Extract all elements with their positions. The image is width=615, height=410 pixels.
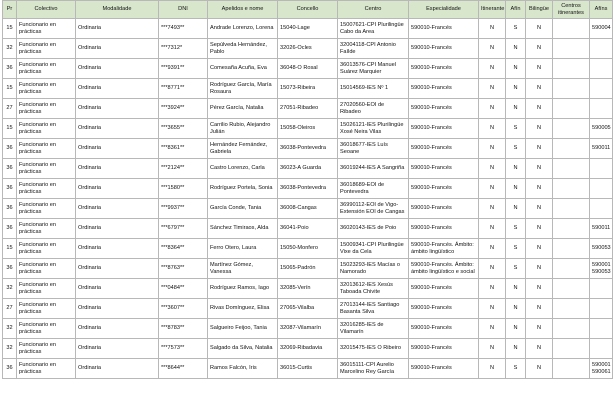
cell-pr: 36 [3,259,17,279]
cell-centro: 36018689-EOI de Pontevedra [338,179,409,199]
table-row [3,239,613,259]
cell-nome: Rodríguez Portela, Sonia [208,179,278,199]
cell-especialidade: 590010-Francés [409,359,479,379]
cell-afin: S [506,239,526,259]
cell-nome: Sepúlveda Hernández, Pablo [208,39,278,59]
cell-centros-itinerantes [553,319,590,339]
cell-concello: 36038-Pontevedra [278,139,338,159]
cell-afin: N [506,79,526,99]
cell-concello: 27051-Ribadeo [278,99,338,119]
cell-nome: Castro Lorenzo, Carla [208,159,278,179]
header-afin: Afín [506,1,526,19]
cell-bilingue: N [526,199,553,219]
cell-centro: 27020560-EOI de Ribadeo [338,99,409,119]
table-row [3,139,613,159]
cell-centro: 36020143-IES de Poio [338,219,409,239]
cell-pr: 15 [3,19,17,39]
cell-afin: S [506,359,526,379]
cell-modalidade: Ordinaria [76,99,159,119]
cell-centro: 15023293-IES Macías o Namorado [338,259,409,279]
cell-dni: ***9391** [159,59,208,79]
cell-dni: ***8361** [159,139,208,159]
cell-pr: 15 [3,239,17,259]
cell-centros-itinerantes [553,99,590,119]
cell-bilingue: N [526,139,553,159]
cell-afins: 590004 [590,19,613,39]
cell-centro: 36015111-CPI Aurelio Marcelino Rey García [338,359,409,379]
cell-centro: 15007621-CPI Plurilingüe Cabo da Area [338,19,409,39]
cell-afins: 590001 590053 [590,259,613,279]
cell-afin: S [506,139,526,159]
cell-centro: 27013144-IES Santiago Basanta Silva [338,299,409,319]
cell-nome: García Conde, Tania [208,199,278,219]
cell-pr: 15 [3,119,17,139]
cell-itinerante: N [479,339,506,359]
cell-nome: Pérez García, Natalia [208,99,278,119]
cell-dni: ***2124** [159,159,208,179]
header-colectivo: Colectivo [17,1,76,19]
cell-afin: N [506,319,526,339]
cell-dni: ***7312* [159,39,208,59]
table-row [3,59,613,79]
cell-colectivo: Funcionario en prácticas [17,139,76,159]
cell-colectivo: Funcionario en prácticas [17,79,76,99]
table-row [3,219,613,239]
header-itinerante: Itinerante [479,1,506,19]
cell-colectivo: Funcionario en prácticas [17,239,76,259]
header-centro: Centro [338,1,409,19]
header-pr: Pr [3,1,17,19]
cell-centros-itinerantes [553,19,590,39]
cell-colectivo: Funcionario en prácticas [17,179,76,199]
cell-nome: Hernández Fernández, Gabriela [208,139,278,159]
cell-dni: ***7573** [159,339,208,359]
cell-centro: 36990112-EOI de Vigo-Extensión EOI de Cangas [338,199,409,219]
cell-pr: 32 [3,39,17,59]
cell-bilingue: N [526,299,553,319]
table-row [3,159,613,179]
cell-centros-itinerantes [553,119,590,139]
cell-itinerante: N [479,259,506,279]
cell-modalidade: Ordinaria [76,119,159,139]
cell-afins [590,39,613,59]
cell-concello: 27065-Vilalba [278,299,338,319]
cell-centro: 15026121-IES Plurilingüe Xosé Neira Vilas [338,119,409,139]
cell-modalidade: Ordinaria [76,319,159,339]
cell-centros-itinerantes [553,39,590,59]
cell-nome: Martínez Gómez, Vanessa [208,259,278,279]
cell-centros-itinerantes [553,339,590,359]
cell-colectivo: Funcionario en prácticas [17,39,76,59]
assignments-table [2,0,613,379]
cell-especialidade: 590010-Francés [409,119,479,139]
cell-afins: 590001 590061 [590,359,613,379]
cell-dni: ***6797** [159,219,208,239]
cell-bilingue: N [526,359,553,379]
cell-modalidade: Ordinaria [76,179,159,199]
cell-bilingue: N [526,79,553,99]
cell-colectivo: Funcionario en prácticas [17,99,76,119]
cell-itinerante: N [479,99,506,119]
cell-especialidade: 590010-Francés [409,179,479,199]
cell-afins [590,279,613,299]
cell-concello: 32087-Vilamarín [278,319,338,339]
cell-bilingue: N [526,179,553,199]
cell-itinerante: N [479,79,506,99]
cell-especialidade: 590010-Francés [409,59,479,79]
cell-colectivo: Funcionario en prácticas [17,219,76,239]
cell-concello: 36041-Poio [278,219,338,239]
cell-bilingue: N [526,39,553,59]
cell-bilingue: N [526,119,553,139]
cell-nome: Sánchez Timiraos, Alda [208,219,278,239]
header-centros-itinerantes: Centros itinerantes [553,1,590,19]
cell-afin: N [506,299,526,319]
cell-especialidade: 590010-Francés [409,19,479,39]
cell-centro: 32004118-CPI Antonio Faílde [338,39,409,59]
cell-bilingue: N [526,319,553,339]
cell-concello: 15058-Oleiros [278,119,338,139]
table-row [3,179,613,199]
cell-centro: 36018677-IES Luís Seoane [338,139,409,159]
cell-centro: 32016285-IES de Vilamarín [338,319,409,339]
cell-itinerante: N [479,39,506,59]
cell-afin: S [506,259,526,279]
cell-especialidade: 590010-Francés [409,139,479,159]
cell-dni: ***1580** [159,179,208,199]
cell-dni: ***8763** [159,259,208,279]
cell-pr: 36 [3,159,17,179]
cell-dni: ***0484** [159,279,208,299]
cell-bilingue: N [526,239,553,259]
cell-especialidade: 590010-Francés [409,99,479,119]
cell-afin: N [506,159,526,179]
table-row [3,279,613,299]
cell-afins [590,179,613,199]
cell-centro: 32013612-IES Xesús Taboada Chivite [338,279,409,299]
cell-pr: 32 [3,279,17,299]
cell-bilingue: N [526,99,553,119]
cell-afin: N [506,339,526,359]
cell-itinerante: N [479,299,506,319]
cell-dni: ***8364** [159,239,208,259]
cell-nome: Ramos Falcón, Iris [208,359,278,379]
cell-modalidade: Ordinaria [76,239,159,259]
cell-afin: N [506,279,526,299]
cell-afins [590,199,613,219]
cell-afins [590,319,613,339]
cell-afins: 590005 [590,119,613,139]
cell-pr: 27 [3,99,17,119]
cell-modalidade: Ordinaria [76,159,159,179]
cell-afins [590,299,613,319]
cell-itinerante: N [479,59,506,79]
cell-nome: Rodríguez Ramos, Iago [208,279,278,299]
table-row [3,79,613,99]
cell-nome: Ferro Otero, Laura [208,239,278,259]
cell-afin: N [506,39,526,59]
cell-modalidade: Ordinaria [76,39,159,59]
cell-centros-itinerantes [553,199,590,219]
cell-dni: ***9937** [159,199,208,219]
header-modalidade: Modalidade [76,1,159,19]
table-row [3,359,613,379]
cell-concello: 36048-O Rosal [278,59,338,79]
table-row [3,99,613,119]
cell-nome: Rodríguez García, María Rosaura [208,79,278,99]
cell-especialidade: 590010-Francés [409,339,479,359]
cell-afins: 590053 [590,239,613,259]
cell-modalidade: Ordinaria [76,79,159,99]
cell-nome: Comesaña Acuña, Eva [208,59,278,79]
cell-concello: 36038-Pontevedra [278,179,338,199]
header-concello: Concello [278,1,338,19]
cell-itinerante: N [479,179,506,199]
cell-afin: N [506,199,526,219]
table-row [3,259,613,279]
cell-modalidade: Ordinaria [76,219,159,239]
cell-especialidade: 590010-Francés [409,159,479,179]
cell-afins [590,59,613,79]
cell-itinerante: N [479,119,506,139]
cell-pr: 36 [3,139,17,159]
cell-itinerante: N [479,199,506,219]
cell-afins [590,339,613,359]
header-row [3,1,613,19]
cell-centro: 15014569-IES Nº 1 [338,79,409,99]
cell-colectivo: Funcionario en prácticas [17,119,76,139]
cell-concello: 32069-Ribadavia [278,339,338,359]
cell-itinerante: N [479,239,506,259]
cell-pr: 36 [3,359,17,379]
cell-modalidade: Ordinaria [76,19,159,39]
cell-nome: Andrade Lorenzo, Lorena [208,19,278,39]
cell-centros-itinerantes [553,259,590,279]
cell-centros-itinerantes [553,359,590,379]
cell-afins [590,79,613,99]
cell-afin: N [506,99,526,119]
cell-especialidade: 590010-Francés [409,79,479,99]
cell-concello: 36015-Curtis [278,359,338,379]
cell-afin: N [506,179,526,199]
cell-colectivo: Funcionario en prácticas [17,319,76,339]
cell-itinerante: N [479,359,506,379]
cell-afins: 590011 [590,139,613,159]
cell-colectivo: Funcionario en prácticas [17,259,76,279]
cell-modalidade: Ordinaria [76,279,159,299]
cell-colectivo: Funcionario en prácticas [17,279,76,299]
cell-bilingue: N [526,219,553,239]
cell-afins [590,159,613,179]
cell-dni: ***3607** [159,299,208,319]
cell-modalidade: Ordinaria [76,199,159,219]
cell-concello: 15050-Monfero [278,239,338,259]
cell-centro: 36013576-CPI Manuel Suárez Marquier [338,59,409,79]
table-row [3,19,613,39]
cell-centros-itinerantes [553,139,590,159]
cell-especialidade: 590010-Francés [409,279,479,299]
cell-dni: ***3655** [159,119,208,139]
cell-modalidade: Ordinaria [76,59,159,79]
cell-especialidade: 590010-Francés [409,39,479,59]
cell-concello: 15065-Padrón [278,259,338,279]
cell-bilingue: N [526,159,553,179]
cell-pr: 15 [3,79,17,99]
cell-concello: 32085-Verín [278,279,338,299]
cell-bilingue: N [526,19,553,39]
cell-nome: Salgueiro Feijoo, Tania [208,319,278,339]
cell-modalidade: Ordinaria [76,139,159,159]
cell-afins [590,99,613,119]
header-bilingue: Bilingüe [526,1,553,19]
cell-dni: ***3924** [159,99,208,119]
cell-centros-itinerantes [553,59,590,79]
cell-modalidade: Ordinaria [76,359,159,379]
cell-centros-itinerantes [553,299,590,319]
cell-colectivo: Funcionario en prácticas [17,159,76,179]
cell-especialidade: 590010-Francés [409,199,479,219]
cell-colectivo: Funcionario en prácticas [17,299,76,319]
table-row [3,299,613,319]
table-wrapper [2,0,613,379]
header-especialidade: Especialidade [409,1,479,19]
cell-concello: 15073-Ribeira [278,79,338,99]
cell-especialidade: 590010-Francés. Ámbito: ámbito lingüístico [409,239,479,259]
header-afins: Afíns [590,1,613,19]
cell-bilingue: N [526,59,553,79]
cell-dni: ***8783** [159,319,208,339]
cell-bilingue: N [526,259,553,279]
cell-centros-itinerantes [553,279,590,299]
table-row [3,319,613,339]
cell-colectivo: Funcionario en prácticas [17,359,76,379]
table-row [3,119,613,139]
cell-centros-itinerantes [553,159,590,179]
cell-itinerante: N [479,319,506,339]
cell-centros-itinerantes [553,219,590,239]
cell-pr: 36 [3,199,17,219]
cell-especialidade: 590010-Francés [409,319,479,339]
cell-concello: 15040-Lage [278,19,338,39]
cell-pr: 27 [3,299,17,319]
cell-modalidade: Ordinaria [76,339,159,359]
table-row [3,39,613,59]
cell-especialidade: 590010-Francés [409,299,479,319]
table-body [3,19,613,379]
cell-afin: S [506,19,526,39]
cell-centro: 36019244-IES A Sangriña [338,159,409,179]
cell-bilingue: N [526,279,553,299]
cell-bilingue: N [526,339,553,359]
cell-pr: 32 [3,339,17,359]
cell-colectivo: Funcionario en prácticas [17,59,76,79]
cell-centro: 15009341-CPI Plurilingüe Vixe da Cela [338,239,409,259]
cell-itinerante: N [479,139,506,159]
cell-afins: 590011 [590,219,613,239]
cell-afin: N [506,59,526,79]
cell-dni: ***8644** [159,359,208,379]
cell-especialidade: 590010-Francés [409,219,479,239]
cell-itinerante: N [479,219,506,239]
cell-pr: 32 [3,319,17,339]
cell-nome: Carrilio Rubio, Alejandro Julián [208,119,278,139]
cell-dni: ***8771** [159,79,208,99]
cell-modalidade: Ordinaria [76,259,159,279]
cell-afin: S [506,119,526,139]
cell-pr: 36 [3,179,17,199]
cell-colectivo: Funcionario en prácticas [17,199,76,219]
cell-centros-itinerantes [553,79,590,99]
cell-modalidade: Ordinaria [76,299,159,319]
cell-afin: S [506,219,526,239]
cell-nome: Rivas Domínguez, Elisa [208,299,278,319]
cell-itinerante: N [479,279,506,299]
cell-centros-itinerantes [553,239,590,259]
table-row [3,339,613,359]
table-row [3,199,613,219]
cell-concello: 32026-Ocles [278,39,338,59]
cell-colectivo: Funcionario en prácticas [17,339,76,359]
cell-centro: 32015475-IES O Ribeiro [338,339,409,359]
header-dni: DNI [159,1,208,19]
cell-concello: 36023-A Guarda [278,159,338,179]
cell-pr: 36 [3,59,17,79]
header-nome: Apelidos e nome [208,1,278,19]
cell-nome: Salgado da Silva, Natalia [208,339,278,359]
cell-pr: 36 [3,219,17,239]
cell-colectivo: Funcionario en prácticas [17,19,76,39]
cell-itinerante: N [479,159,506,179]
cell-centros-itinerantes [553,179,590,199]
cell-especialidade: 590010-Francés. Ámbito: ámbito lingüístico e social [409,259,479,279]
table-header [3,1,613,19]
cell-dni: ***7493** [159,19,208,39]
cell-itinerante: N [479,19,506,39]
cell-concello: 36008-Cangas [278,199,338,219]
